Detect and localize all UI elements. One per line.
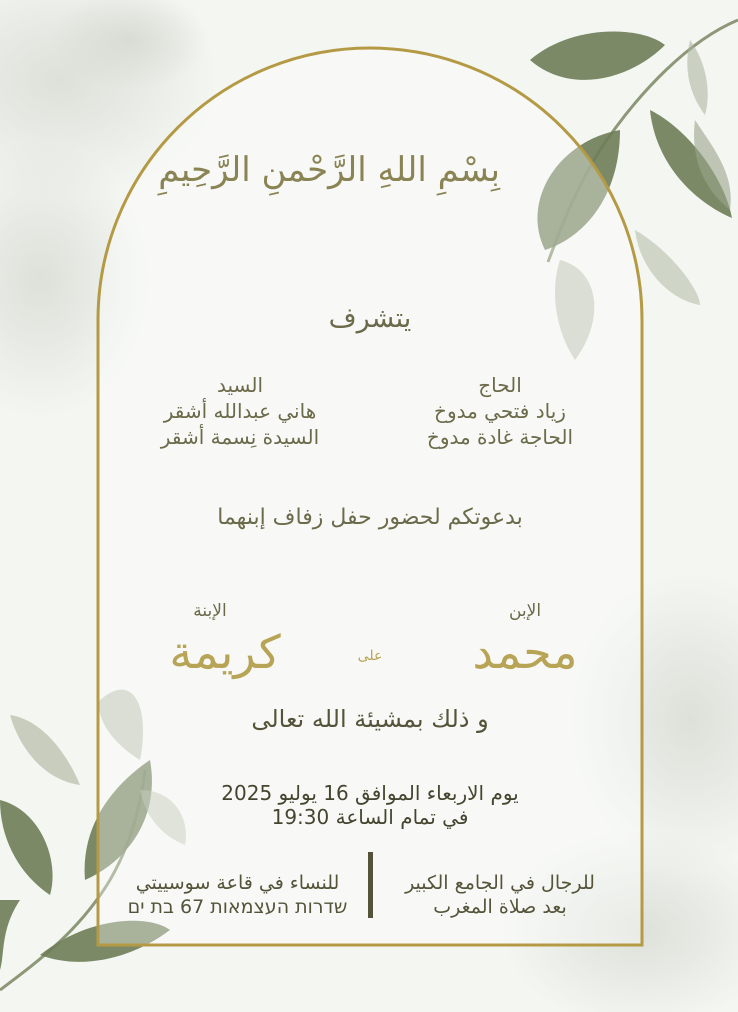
women-venue-block	[115, 871, 360, 919]
connector-text: على	[357, 648, 383, 664]
bride-label: الإبنة	[193, 601, 227, 621]
bride-name: كريمة	[169, 625, 281, 679]
bride-father-name: هاني عبدالله أشقر	[163, 399, 317, 423]
groom-name: محمد	[472, 625, 578, 679]
bride-family-title: السيد	[216, 373, 264, 397]
invitation-text: بدعوتكم لحضور حفل زفاف إبنهما	[217, 505, 523, 530]
men-venue-line1: للرجال في الجامع الكبير	[405, 872, 595, 894]
venue-divider	[368, 852, 373, 918]
bride-family-block	[135, 372, 345, 450]
women-venue-line2: שדרות העצמאות 67 בת ים	[127, 896, 348, 918]
time-line: في تمام الساعة 19:30	[271, 805, 469, 829]
bride-mother-name: السيدة نِسمة أشقر	[160, 425, 320, 449]
women-venue-line1: للنساء في قاعة سوسييتي	[135, 872, 340, 894]
men-venue-line2: بعد صلاة المغرب	[433, 896, 567, 918]
groom-family-block	[395, 372, 605, 450]
groom-mother-name: الحاجة غادة مدوخ	[426, 425, 574, 449]
intro-heading: يتشرف	[328, 303, 412, 334]
date-line: يوم الاربعاء الموافق 16 يوليو 2025	[221, 781, 519, 805]
will-of-god-text: و ذلك بمشيئة الله تعالى	[251, 705, 489, 733]
basmala-calligraphy: بِسْمِ اللهِ الرَّحْمنِ الرَّحِيمِ	[158, 150, 500, 190]
groom-label: الإبن	[508, 601, 542, 621]
men-venue-block	[380, 871, 620, 919]
groom-father-name: زياد فتحي مدوخ	[434, 399, 566, 423]
groom-family-title: الحاج	[478, 373, 522, 397]
date-time-block	[190, 781, 550, 829]
